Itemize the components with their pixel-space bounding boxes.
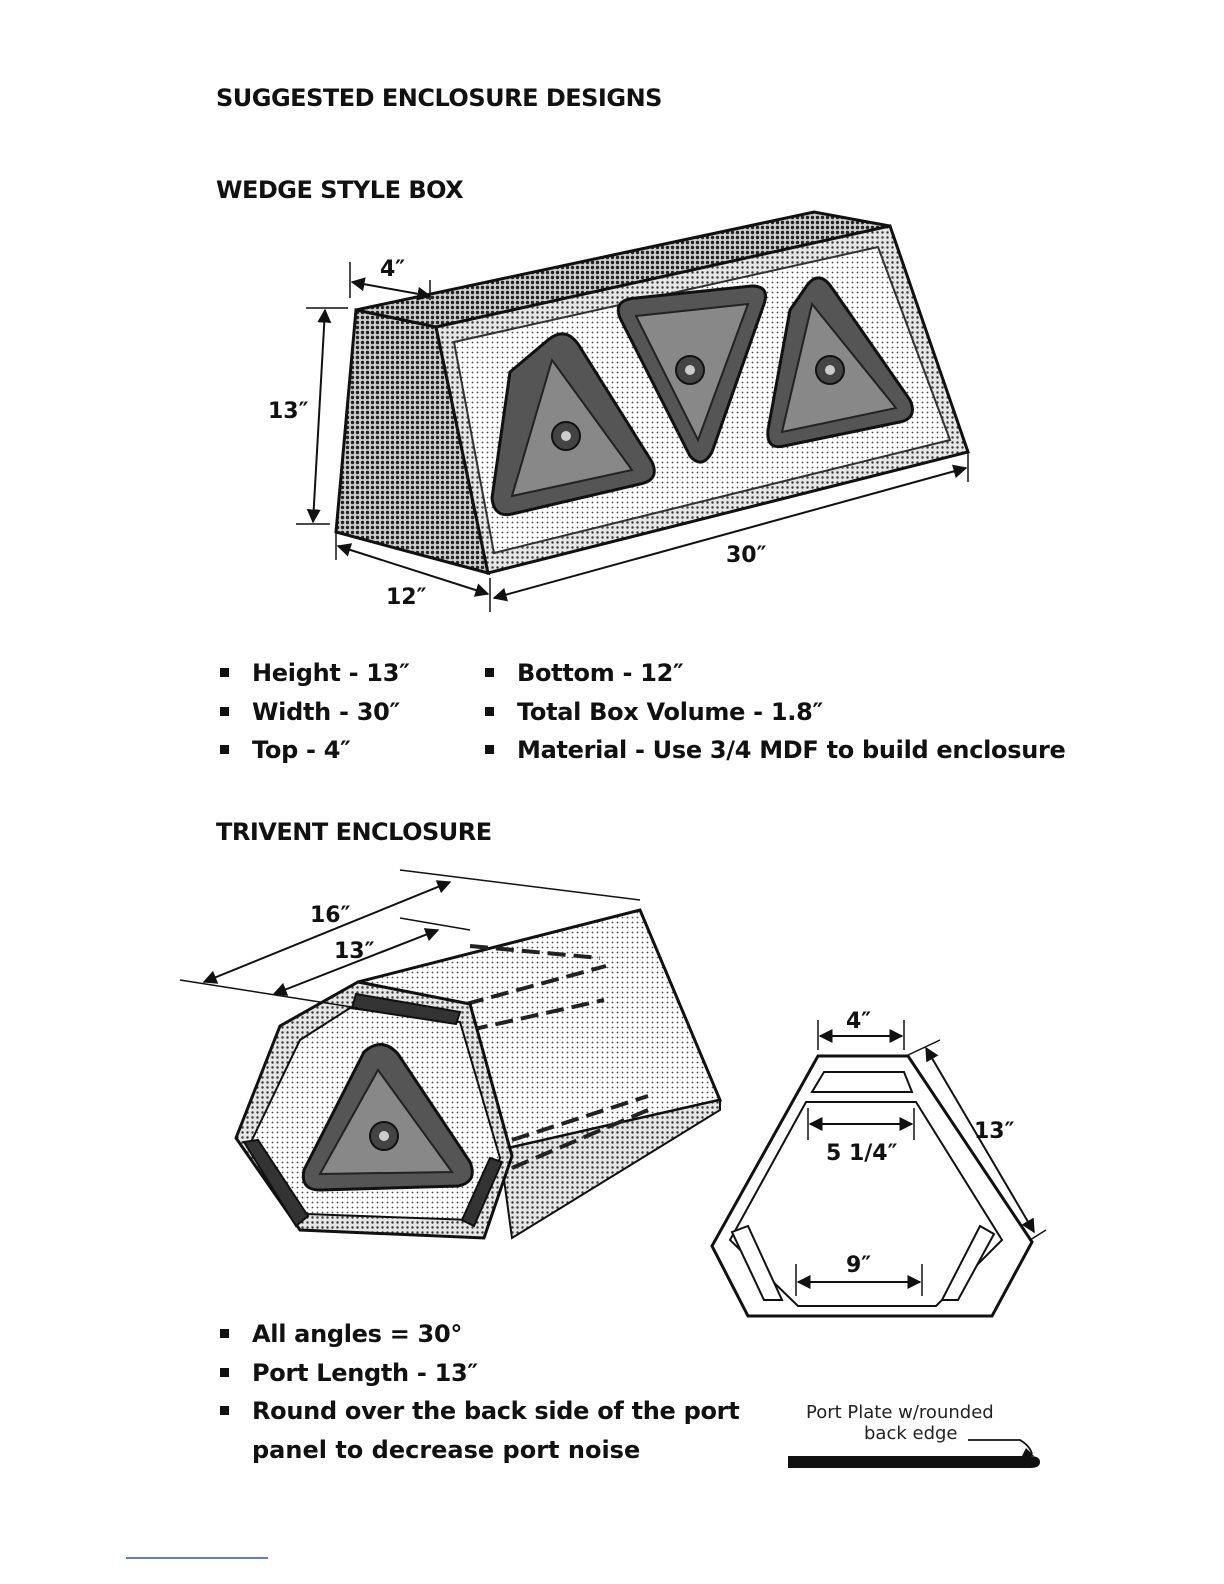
trivent-dim-length: 16″: [310, 903, 351, 928]
wedge-dim-width: 30″: [726, 543, 767, 568]
wedge-specs-right: [481, 658, 1066, 774]
wedge-specs-left: [216, 658, 410, 774]
spec-item: Top - 4″: [216, 735, 410, 774]
spec-item: Round over the back side of the port: [216, 1396, 739, 1435]
footer-rule: [126, 1557, 268, 1559]
port-plate-drawing: [788, 1440, 1040, 1468]
port-caption-line1: Port Plate w/rounded: [806, 1402, 994, 1423]
wedge-dim-bottom: 12″: [386, 585, 427, 610]
spec-item: All angles = 30°: [216, 1319, 739, 1358]
port-caption-line2: back edge: [864, 1423, 958, 1444]
wedge-dim-top: 4″: [380, 257, 406, 282]
hex-cross-section: [712, 1009, 1046, 1316]
hex-dim-top: 4″: [846, 1009, 872, 1034]
hex-dim-inner: 5 1/4″: [826, 1141, 898, 1166]
trivent-box-drawing: [180, 870, 720, 1238]
spec-item-continuation: panel to decrease port noise: [252, 1435, 641, 1464]
trivent-section-title: TRIVENT ENCLOSURE: [216, 818, 492, 846]
wedge-section-title: WEDGE STYLE BOX: [216, 176, 464, 204]
trivent-dim-port: 13″: [334, 939, 375, 964]
spec-item: Material - Use 3/4 MDF to build enclosure: [481, 735, 1066, 774]
trivent-specs: [216, 1319, 739, 1473]
page-title: SUGGESTED ENCLOSURE DESIGNS: [216, 84, 662, 112]
spec-item: Total Box Volume - 1.8″: [481, 697, 1066, 736]
spec-item: Height - 13″: [216, 658, 410, 697]
spec-item: Port Length - 13″: [216, 1358, 739, 1397]
port-plate-caption: [806, 1402, 994, 1444]
hex-dim-side: 13″: [974, 1119, 1015, 1144]
wedge-dim-height: 13″: [268, 399, 309, 424]
wedge-box-drawing: [268, 212, 968, 612]
spec-item: Bottom - 12″: [481, 658, 1066, 697]
hex-dim-bottom: 9″: [846, 1253, 872, 1278]
spec-item: Width - 30″: [216, 697, 410, 736]
